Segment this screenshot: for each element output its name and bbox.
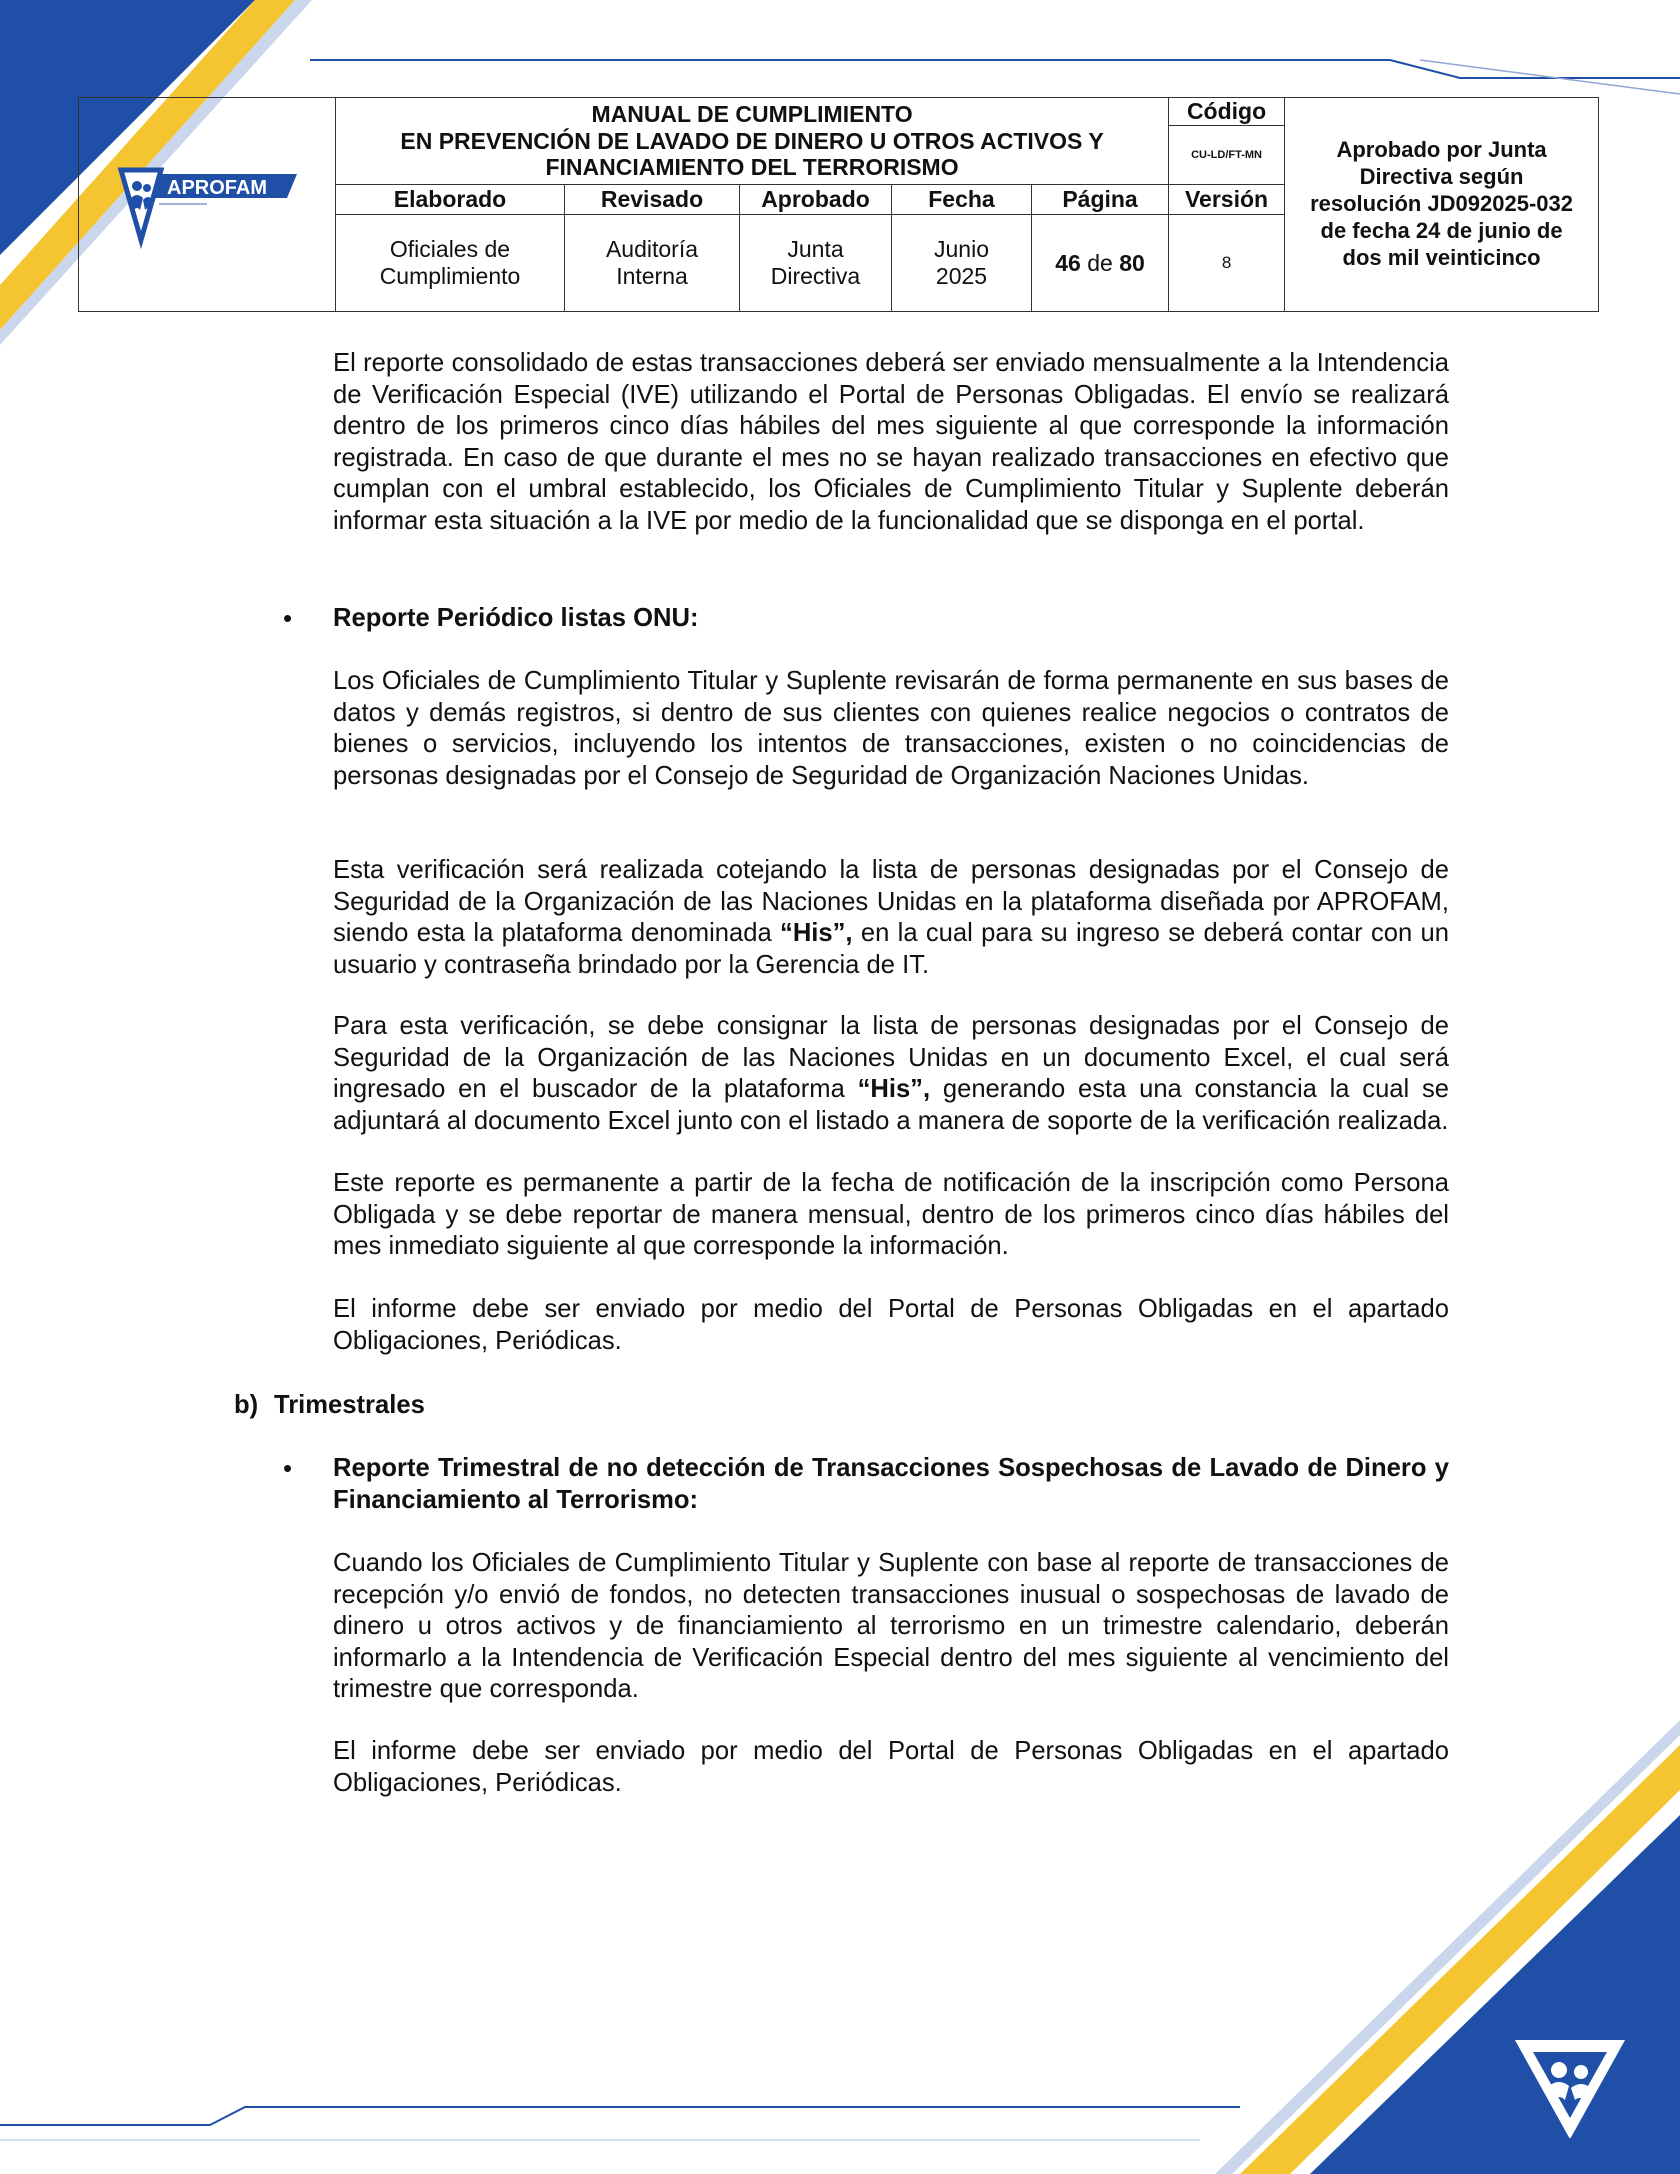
document-header-table — [78, 97, 1599, 312]
aprofam-logo — [107, 152, 307, 252]
bullet-onu-title: Reporte Periódico listas ONU: — [333, 604, 699, 632]
paragraph-quarterly-report: Cuando los Oficiales de Cumplimiento Titular y Suplente con base al reporte de transacciones de recepción y/o envió de fondos, no detecten transacciones inusual o sospechosas de lavado de dinero u otros activos y de financiamiento al terrorismo en un trimestre calendario, deberán informarlo a la Intendencia de Verificación Especial dentro del mes siguiente al vencimiento del trimestre que corresponda. — [333, 1549, 1449, 1704]
aprofam-emblem-icon — [1515, 2038, 1625, 2138]
bullet-quarterly-title: Reporte Trimestral de no detección de Transacciones Sospechosas de Lavado de Dinero y Financiamiento al Terrorismo: — [333, 1454, 1449, 1514]
col-revisado: Revisado — [565, 185, 740, 215]
logo-text: APROFAM — [167, 176, 267, 199]
codigo-label: Código — [1169, 98, 1285, 126]
revisado-value: Auditoría Interna — [565, 215, 740, 312]
col-version: Versión — [1169, 185, 1285, 215]
codigo-value: CU-LD/FT-MN — [1169, 126, 1285, 185]
paragraph-verification-his: Esta verificación será realizada cotejando la lista de personas designadas por el Consejo de Seguridad de la Organización de las Naciones Unidas en la plataforma diseñada por APROFAM, siendo esta la plataforma denominada “His”, en la cual para su ingreso se deberá contar con un usuario y contraseña brindado por la Gerencia de IT. — [333, 856, 1449, 979]
page-sep: de — [1087, 249, 1113, 276]
paragraph-verification-excel: Para esta verificación, se debe consignar la lista de personas designadas por el Consejo de Seguridad de la Organización de las Naciones Unidas en un documento Excel, el cual será ingresado en el buscador de la plataforma “His”, generando esta una constancia la cual se adjuntará al documento Excel junto con el listado a manera de soporte de la verificación realizada. — [333, 1012, 1450, 1135]
col-fecha: Fecha — [892, 185, 1032, 215]
col-pagina: Página — [1032, 185, 1169, 215]
paragraph-permanent-report: Este reporte es permanente a partir de la fecha de notificación de la inscripción como Persona Obligada y se debe reportar de manera mensual, dentro de los primeros cinco días hábiles del mes inmediato siguiente al que corresponde la información. — [333, 1169, 1449, 1261]
version-value: 8 — [1169, 215, 1285, 312]
paragraph-onu-review: Los Oficiales de Cumplimiento Titular y Suplente revisarán de forma permanente en sus bases de datos y demás registros, si dentro de sus clientes con quienes realice negocios o contratos de bienes o servicios, incluyendo los intentos de transacciones, existen o no coincidencias de personas designadas por el Consejo de Seguridad de Organización Naciones Unidas. — [333, 667, 1449, 790]
section-b-heading — [234, 1390, 425, 1422]
approval-note: Aprobado por Junta Directiva según resolución JD092025-032 de fecha 24 de junio de dos mil veinticinco — [1285, 98, 1599, 312]
fecha-value: Junio 2025 — [892, 215, 1032, 312]
pagina-value — [1032, 215, 1169, 312]
page-current: 46 — [1055, 249, 1081, 276]
aprobado-value: Junta Directiva — [740, 215, 892, 312]
bullet-dot: • — [283, 603, 293, 633]
manual-title: MANUAL DE CUMPLIMIENTO EN PREVENCIÓN DE LAVADO DE DINERO U OTROS ACTIVOS Y FINANCIAMIENTO DEL TERRORISMO — [336, 98, 1169, 185]
paragraph-portal-submission: El informe debe ser enviado por medio del Portal de Personas Obligadas en el apartado Obligaciones, Periódicas. — [333, 1295, 1449, 1355]
paragraph-portal-submission-quarterly: El informe debe ser enviado por medio del Portal de Personas Obligadas en el apartado Obligaciones, Periódicas. — [333, 1737, 1449, 1797]
page-total: 80 — [1119, 249, 1145, 276]
col-aprobado: Aprobado — [740, 185, 892, 215]
logo-cell — [79, 98, 336, 312]
paragraph-consolidated-report: El reporte consolidado de estas transacciones deberá ser enviado mensualmente a la Intendencia de Verificación Especial (IVE) utilizando el Portal de Personas Obligadas. El envío se realizará dentro de los primeros cinco días hábiles del mes siguiente al que corresponde la información registrada. En caso de que durante el mes no se hayan realizado transacciones en efectivo que cumplan con el umbral establecido, los Oficiales de Cumplimiento Titular y Suplente deberán informar esta situación a la IVE por medio de la funcionalidad que se disponga en el portal. — [333, 349, 1449, 535]
section-b-title: Trimestrales — [274, 1391, 425, 1419]
col-elaborado: Elaborado — [336, 185, 565, 215]
section-b-label: b) — [234, 1391, 259, 1419]
elaborado-value: Oficiales de Cumplimiento — [336, 215, 565, 312]
bullet-dot: • — [283, 1453, 293, 1483]
